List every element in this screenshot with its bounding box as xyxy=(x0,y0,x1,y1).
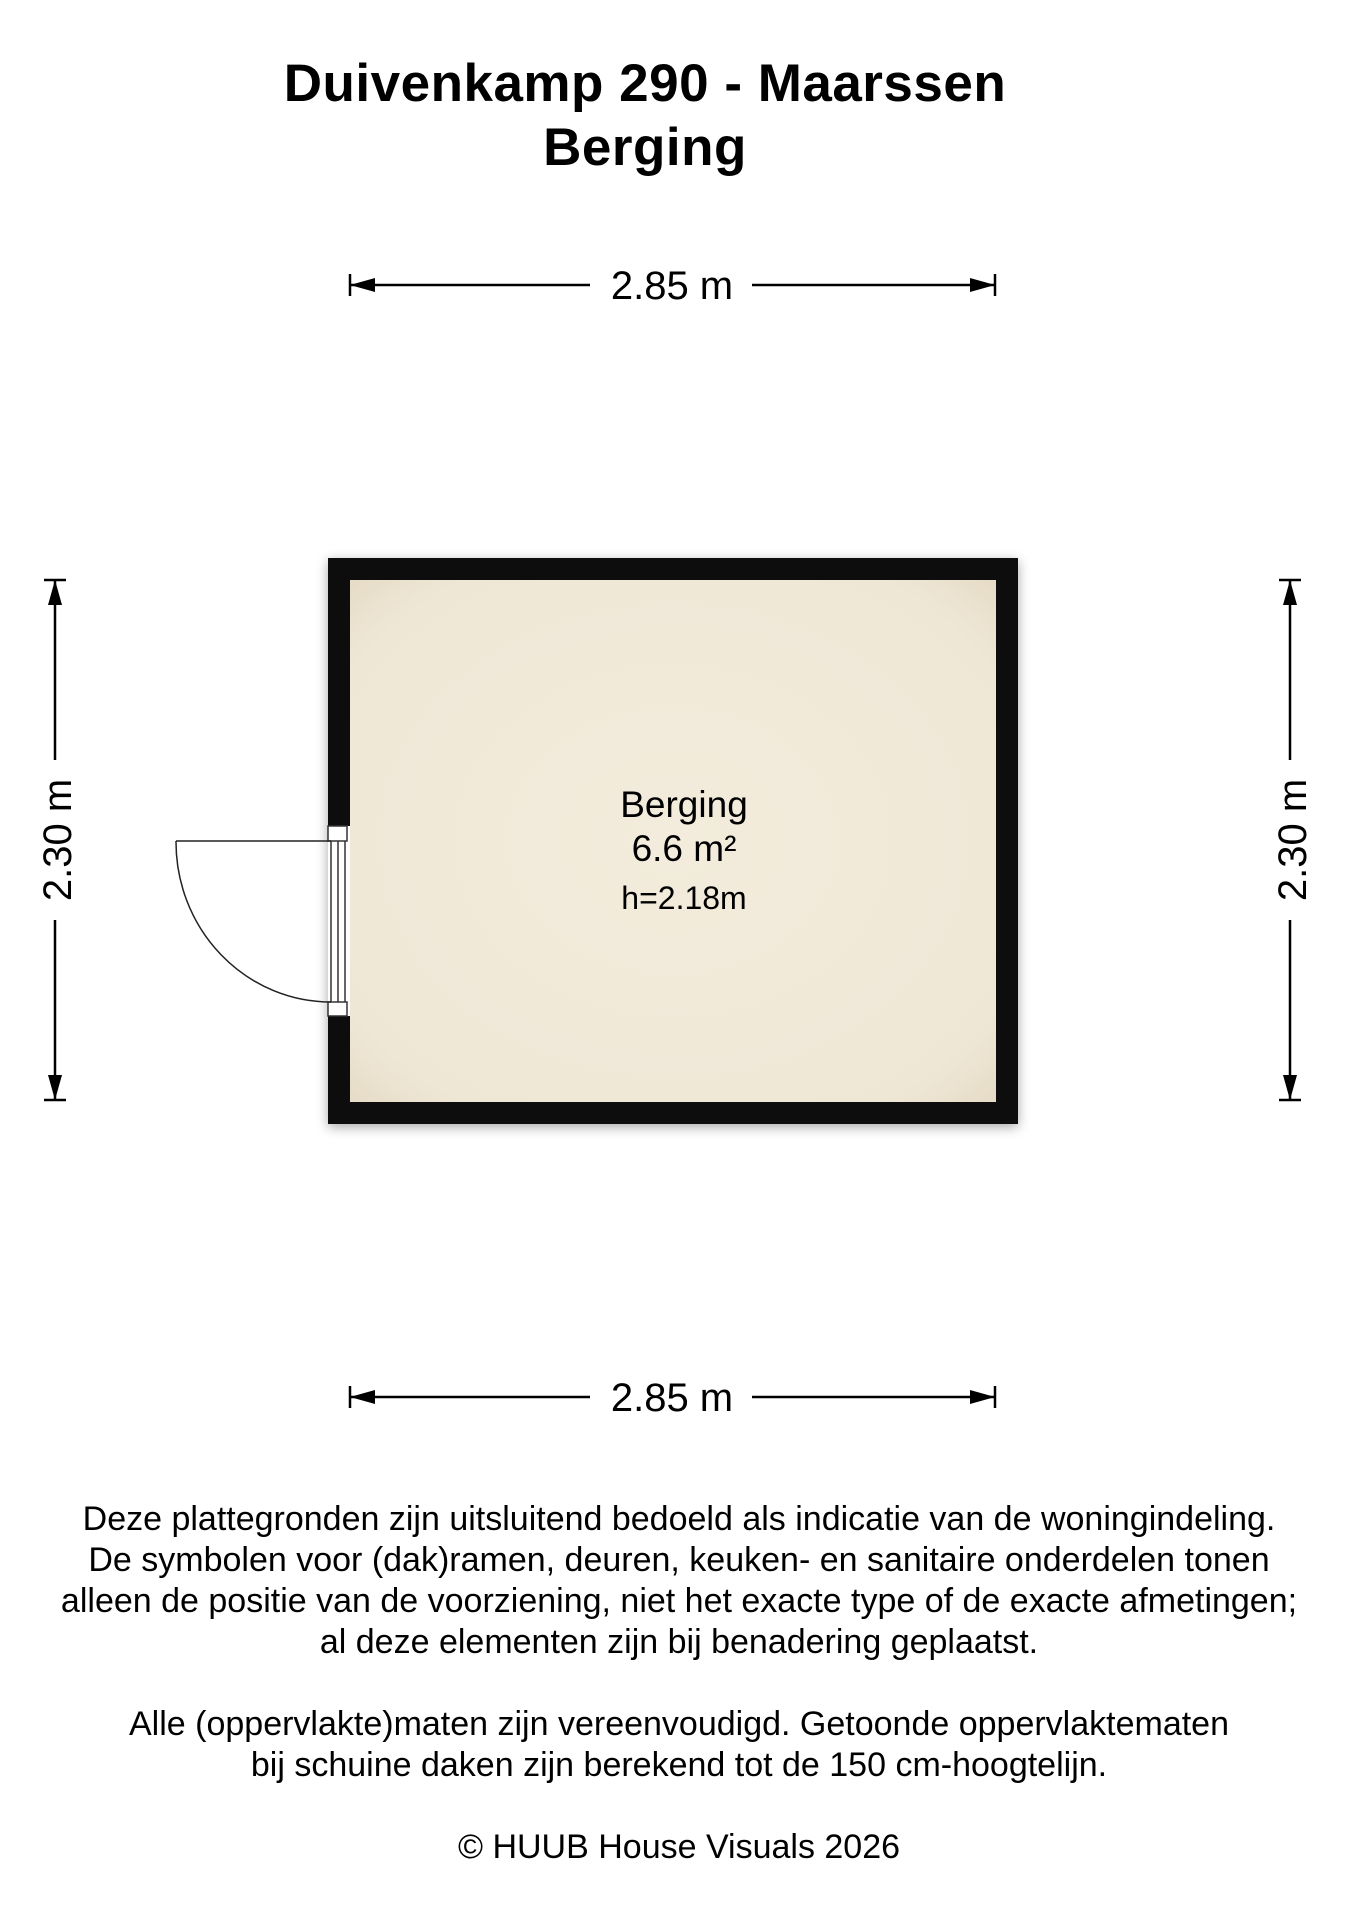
plan-title: Duivenkamp 290 - Maarssen xyxy=(283,54,1007,113)
disclaimer-line: Alle (oppervlakte)maten zijn vereenvoudigd. Getoonde oppervlaktematen xyxy=(129,1705,1229,1743)
dimension-bottom xyxy=(350,1372,995,1422)
dimension-top-label: 2.85 m xyxy=(610,264,734,308)
dimension-left xyxy=(30,580,80,1100)
disclaimer-paragraph-2 xyxy=(0,1704,1358,1786)
disclaimer-line: alleen de positie van de voorziening, niet het exacte type of de exacte afmetingen; xyxy=(60,1582,1298,1620)
room-area: 6.6 m² xyxy=(631,828,737,869)
disclaimer-paragraph-1 xyxy=(0,1499,1358,1663)
room-height: h=2.18m xyxy=(621,880,747,916)
plan-subtitle: Berging xyxy=(543,118,747,177)
dimension-bottom-label: 2.85 m xyxy=(610,1376,734,1420)
dimension-top xyxy=(350,260,995,310)
dimension-left-label: 2.30 m xyxy=(36,778,80,902)
room-name: Berging xyxy=(620,784,748,825)
dimension-right xyxy=(1265,580,1315,1100)
disclaimer-line: Deze plattegronden zijn uitsluitend bedoeld als indicatie van de woningindeling. xyxy=(82,1500,1276,1538)
dimension-right-label: 2.30 m xyxy=(1271,778,1315,902)
disclaimer-line: al deze elementen zijn bij benadering geplaatst. xyxy=(319,1623,1039,1661)
door xyxy=(176,826,350,1016)
disclaimer-line: bij schuine daken zijn berekend tot de 150 cm-hoogtelijn. xyxy=(250,1746,1108,1784)
door-swing-arc xyxy=(176,841,331,1002)
disclaimer-line: De symbolen voor (dak)ramen, deuren, keuken- en sanitaire onderdelen tonen xyxy=(88,1541,1270,1579)
copyright-notice: © HUUB House Visuals 2026 xyxy=(457,1828,901,1866)
